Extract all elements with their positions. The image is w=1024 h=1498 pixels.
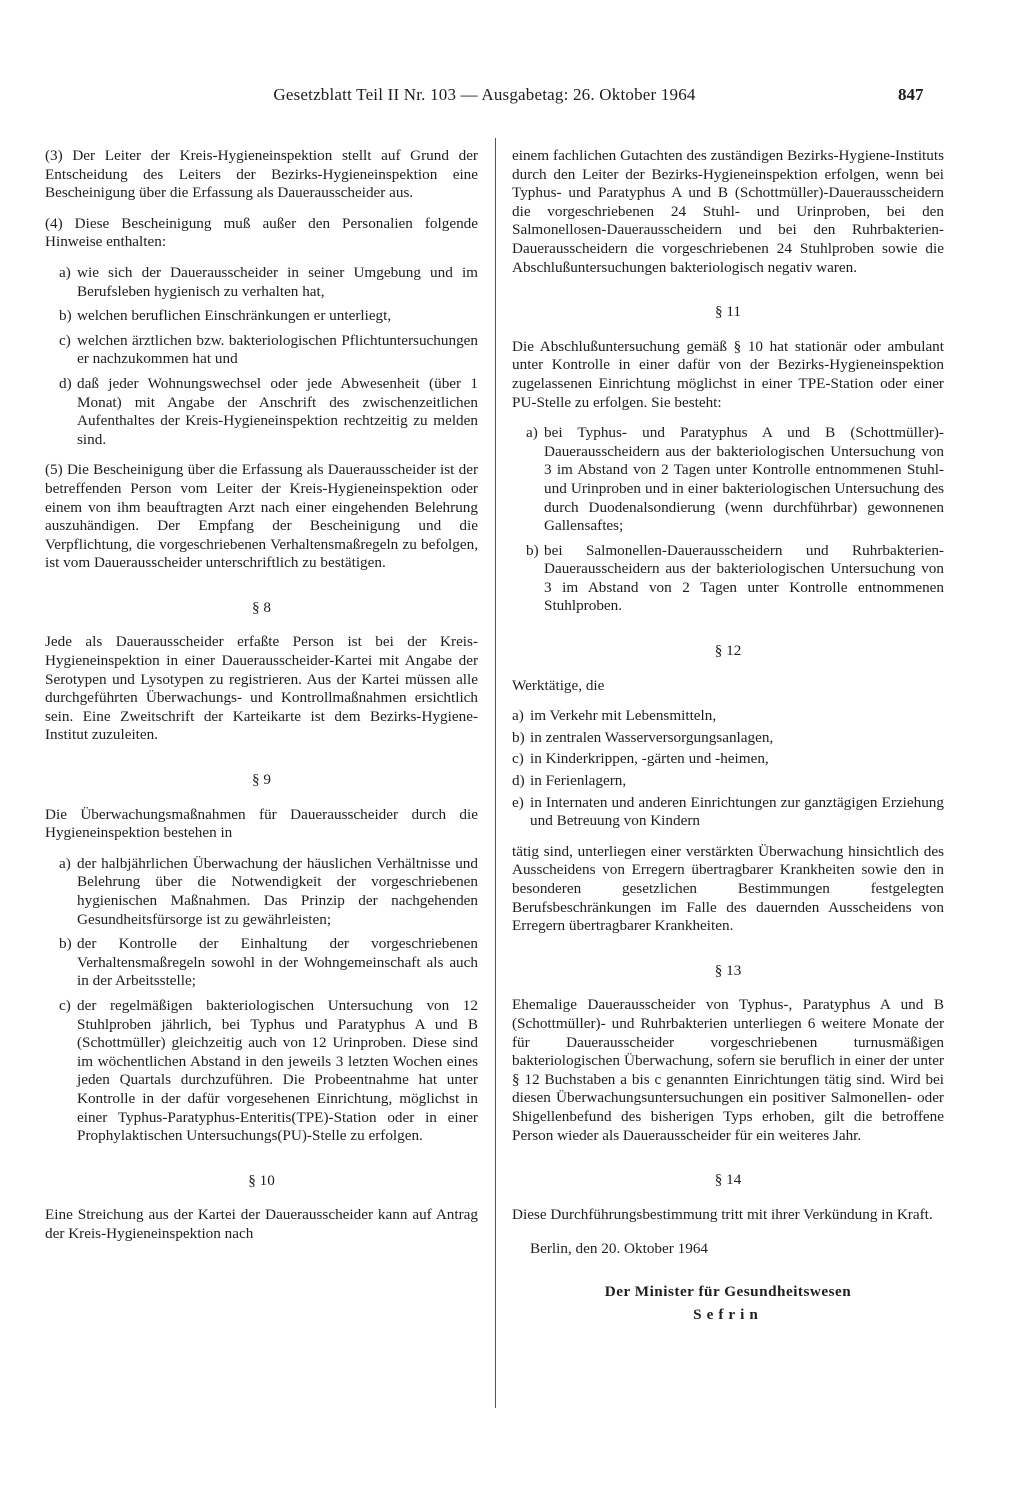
- list-item: [512, 424, 944, 536]
- list-item-label: d): [512, 772, 525, 790]
- list-item: [45, 997, 478, 1146]
- list-item-text: bei Typhus- und Paratyphus A und B (Schottmüller)-Dauerausscheidern aus der bakteriologischen Untersuchung von 3 im Abstand von 2 Tagen unter Kontrolle entnommenen Stuhl- und Urinproben und in einer bakteriologischen Untersuchung des durch Duodenalsondierung (wenn durchführbar) gewonnenen Gallensaftes;: [544, 424, 944, 535]
- list-item: [512, 750, 944, 769]
- list-item: [512, 542, 944, 616]
- list-item-label: b): [59, 935, 72, 953]
- list-item-label: a): [59, 263, 71, 281]
- section-12-list: [512, 707, 944, 831]
- list-item-label: c): [59, 331, 71, 349]
- section-10-text: Eine Streichung aus der Kartei der Dauerausscheider kann auf Antrag der Kreis-Hygieneinspektion nach: [45, 1206, 478, 1242]
- list-item: [512, 729, 944, 748]
- list-item-label: a): [59, 854, 71, 872]
- section-8-text: Jede als Dauerausscheider erfaßte Person ist bei der Kreis-Hygieneinspektion in einer Dauerausscheider-Kartei mit Angabe der Serotypen und Lysotypen zu registrieren. Aus der Kartei müssen alle durchgeführten Überwachungs- und Kontrollmaßnahmen ersichtlich sein. Eine Zweitschrift der Karteikarte ist dem Bezirks-Hygiene-Institut zuzuleiten.: [45, 633, 478, 744]
- paragraph-3: (3) Der Leiter der Kreis-Hygieneinspektion stellt auf Grund der Entscheidung des Leiters der Bezirks-Hygieneinspektion eine Bescheinigung über die Erfassung als Dauerausscheider aus.: [45, 147, 478, 202]
- section-12-intro: Werktätige, die: [512, 676, 605, 694]
- list-item-text: in Internaten und anderen Einrichtungen zur ganztägigen Erziehung und Betreuung von Kindern: [530, 793, 944, 830]
- section-14-text: Diese Durchführungsbestimmung tritt mit ihrer Verkündung in Kraft.: [512, 1205, 933, 1223]
- list-item-text: in zentralen Wasserversorgungsanlagen,: [530, 728, 774, 746]
- page-number: 847: [898, 85, 924, 104]
- list-item: [45, 935, 478, 991]
- list-item-text: der regelmäßigen bakteriologischen Untersuchung von 12 Stuhlproben jährlich, bei Typhus und Paratyphus A und B (Schottmüller) gleichzeitig auch von 12 Urinproben. Diese sind im wöchentlichen Abstand in den jeweils 3 letzten Wochen eines jeden Quartals durchzuführen. Die Probeentnahme hat unter Kontrolle in der dafür vorgesehenen Einrichtung, möglichst in einer Typhus-Paratyphus-Enteritis(TPE)-Station oder in einer Prophylaktischen Untersuchungs(PU)-Stelle zu erfolgen.: [77, 996, 478, 1145]
- list-item-text: daß jeder Wohnungswechsel oder jede Abwesenheit (über 1 Monat) mit Angabe der Anschrift des zwischenzeitlichen Aufenthaltes der Kreis-Hygieneinspektion rechtzeitig zu melden sind.: [77, 374, 478, 448]
- list-item-text: in Kinderkrippen, -gärten und -heimen,: [530, 750, 769, 768]
- list-item-text: der halbjährlichen Überwachung der häuslichen Verhältnisse und Belehrung über die Notwendigkeit der vorgeschriebenen hygienischen Maßnahmen. Das Prinzip der nachgehenden Gesundheitsfürsorge ist zu gewährleisten;: [77, 854, 478, 928]
- list-item-label: b): [526, 541, 539, 559]
- section-13-heading: § 13: [714, 961, 742, 979]
- list-item-label: b): [59, 307, 72, 325]
- place-date: Berlin, den 20. Oktober 1964: [530, 1240, 709, 1258]
- list-item: [45, 264, 478, 301]
- list-item-label: a): [512, 707, 524, 725]
- list-item: [45, 332, 478, 369]
- section-13-text: Ehemalige Dauerausscheider von Typhus-, Paratyphus A und B (Schottmüller)- und Ruhrbakterien unterliegen 6 weitere Monate der für Dauerausscheider vorgeschriebenen turnusmäßigen bakteriologischen Überwachung, sofern sie beruflich in einer der unter § 12 Buchstaben a bis c genannten Einrichtungen tätig sind. Wird bei diesen Überwachungsuntersuchungen ein positiver Salmonellen- oder Shigellenbefund des bisherigen Typs erhoben, gilt die betroffene Person wieder als Dauerausscheider für ein weiteres Jahr.: [512, 996, 944, 1144]
- section-10-continuation: einem fachlichen Gutachten des zuständigen Bezirks-Hygiene-Instituts durch den Leiter der Bezirks-Hygieneinspektion erfolgen, wenn bei Typhus- und Paratyphus A und B (Schottmüller)-Dauerausscheidern die vorgeschriebenen 24 Stuhl- und Urinproben, bei den Salmonellosen-Dauerausscheidern und bei den Ruhrbakterien-Dauerausscheidern die vorgeschriebenen 24 Stuhlproben sowie die Abschlußuntersuchungen bakteriologisch negativ waren.: [512, 147, 944, 276]
- list-item-label: d): [59, 374, 72, 392]
- list-item-text: welchen beruflichen Einschränkungen er unterliegt,: [77, 307, 392, 325]
- minister-title: Der Minister für Gesundheitswesen: [604, 1282, 852, 1300]
- section-9-intro: Die Überwachungsmaßnahmen für Dauerausscheider durch die Hygieneinspektion bestehen in: [45, 805, 478, 842]
- right-column: [512, 147, 944, 1324]
- list-item-text: der Kontrolle der Einhaltung der vorgeschriebenen Verhaltensmaßregeln sowohl in der Wohngemeinschaft als auch in der Arbeitsstelle;: [77, 935, 478, 990]
- list-item-label: c): [512, 750, 524, 768]
- list-item-text: welchen ärztlichen bzw. bakteriologischen Pflichtuntersuchungen er nachzukommen hat und: [77, 331, 478, 368]
- page-header: [0, 85, 1024, 115]
- list-item: [45, 855, 478, 929]
- paragraph-5: (5) Die Bescheinigung über die Erfassung als Dauerausscheider ist der betreffenden Person vom Leiter der Kreis-Hygieneinspektion oder einem von ihm beauftragten Arzt nach einer eingehenden Belehrung auszuhändigen. Der Empfang der Bescheinigung und die Verpflichtung, die vorgeschriebenen Verhaltensmaßregeln zu befolgen, ist vom Dauerausscheider unterschriftlich zu bestätigen.: [45, 461, 478, 572]
- paragraph-4-list: [45, 264, 478, 449]
- section-10-heading: § 10: [248, 1171, 275, 1189]
- list-item-label: c): [59, 996, 71, 1014]
- list-item: [512, 707, 944, 726]
- list-item: [512, 772, 944, 791]
- section-12-heading: § 12: [714, 642, 742, 660]
- list-item-text: bei Salmonellen-Dauerausscheidern und Ruhrbakterien-Dauerausscheidern aus der bakteriologischen Untersuchung von 3 im Abstand von 2 Tagen unter Kontrolle entnommenen Stuhlproben.: [544, 541, 944, 615]
- list-item: [512, 794, 944, 831]
- header-title: Gesetzblatt Teil II Nr. 103 — Ausgabetag: 26. Oktober 1964: [273, 85, 696, 104]
- section-11-heading: § 11: [714, 303, 741, 321]
- list-item-text: im Verkehr mit Lebensmitteln,: [530, 707, 717, 725]
- list-item-label: b): [512, 728, 525, 746]
- section-9-heading: § 9: [252, 771, 271, 789]
- list-item-text: wie sich der Dauerausscheider in seiner Umgebung und im Berufsleben hygienisch zu verhalten hat,: [77, 263, 478, 300]
- section-8-heading: § 8: [252, 598, 271, 616]
- section-11-list: [512, 424, 944, 616]
- list-item: [45, 307, 478, 326]
- list-item-label: a): [526, 424, 538, 442]
- section-12-text: tätig sind, unterliegen einer verstärkten Überwachung hinsichtlich des Ausscheidens von Erregern übertragbarer Krankheiten sowie den in besonderen gesetzlichen Bestimmungen festgelegten Berufsbeschränkungen im Falle des dauernden Ausscheidens von Erregern übertragbarer Krankheiten.: [512, 842, 944, 935]
- list-item: [45, 375, 478, 449]
- signatory-name: Sefrin: [693, 1305, 763, 1323]
- column-divider: [495, 138, 496, 1408]
- section-9-list: [45, 855, 478, 1146]
- section-11-text: Die Abschlußuntersuchung gemäß § 10 hat stationär oder ambulant unter Kontrolle in einer dafür von der Bezirks-Hygieneinspektion zugelassenen Einrichtung möglichst in einer TPE-Station oder einer PU-Stelle zu erfolgen. Sie besteht:: [512, 337, 944, 411]
- section-14-heading: § 14: [714, 1171, 742, 1189]
- list-item-text: in Ferienlagern,: [530, 772, 627, 790]
- list-item-label: e): [512, 793, 524, 811]
- left-column: [45, 147, 478, 1256]
- paragraph-4: (4) Diese Bescheinigung muß außer den Personalien folgende Hinweise enthalten:: [45, 214, 478, 251]
